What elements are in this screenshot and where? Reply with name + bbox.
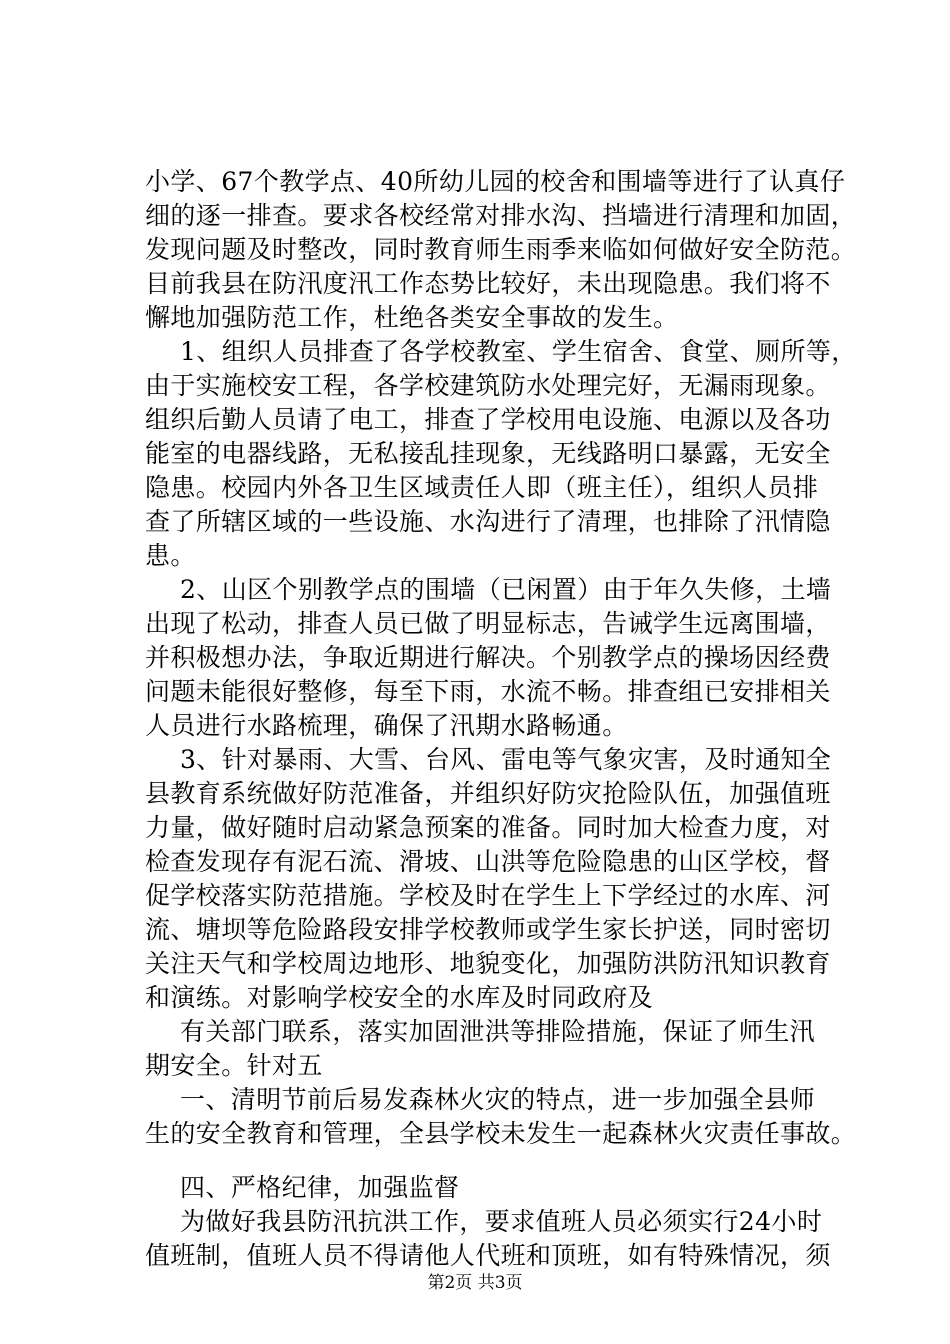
text-line: 有关部门联系，落实加固泄洪等排险措施，保证了师生汛 — [180, 1017, 816, 1046]
text-line: 1、组织人员排查了各学校教室、学生宿舍、食堂、厕所等， — [180, 337, 857, 366]
text-line: 力量，做好随时启动紧急预案的准备。同时加大检查力度，对 — [145, 813, 831, 842]
text-line: 并积极想办法，争取近期进行解决。个别教学点的操场因经费 — [145, 643, 831, 672]
text-line: 一、清明节前后易发森林火灾的特点，进一步加强全县师 — [180, 1085, 816, 1114]
text-line: 查了所辖区域的一些设施、水沟进行了清理，也排除了汛情隐 — [145, 507, 831, 536]
text-line: 县教育系统做好防范准备，并组织好防灾抢险队伍，加强值班 — [145, 779, 831, 808]
text-line: 能室的电器线路，无私接乱挂现象，无线路明口暴露，无安全 — [145, 439, 831, 468]
text-line: 促学校落实防范措施。学校及时在学生上下学经过的水库、河 — [145, 881, 831, 910]
text-line: 细的逐一排查。要求各校经常对排水沟、挡墙进行清理和加固， — [145, 201, 857, 230]
text-line: 检查发现存有泥石流、滑坡、山洪等危险隐患的山区学校，督 — [145, 847, 831, 876]
text-line: 生的安全教育和管理，全县学校未发生一起森林火灾责任事故。 — [145, 1119, 857, 1148]
text-line: 问题未能很好整修，每至下雨，水流不畅。排查组已安排相关 — [145, 677, 831, 706]
text-line: 期安全。针对五 — [145, 1051, 323, 1080]
text-line: 2、山区个别教学点的围墙（已闲置）由于年久失修，土墙 — [180, 575, 832, 604]
text-line: 小学、67个教学点、40所幼儿园的校舍和围墙等进行了认真仔 — [145, 167, 846, 196]
text-line: 由于实施校安工程，各学校建筑防水处理完好，无漏雨现象。 — [145, 371, 831, 400]
text-line: 流、塘坝等危险路段安排学校教师或学生家长护送，同时密切 — [145, 915, 831, 944]
section-heading: 四、严格纪律，加强监督 — [180, 1173, 460, 1202]
text-line: 人员进行水路梳理，确保了汛期水路畅通。 — [145, 711, 628, 740]
text-line: 患。 — [145, 541, 196, 570]
text-line: 3、针对暴雨、大雪、台风、雷电等气象灾害，及时通知全 — [180, 745, 832, 774]
text-line: 隐患。校园内外各卫生区域责任人即（班主任），组织人员排 — [145, 473, 819, 502]
text-line: 目前我县在防汛度汛工作态势比较好，未出现隐患。我们将不 — [145, 269, 831, 298]
text-line: 发现问题及时整改，同时教育师生雨季来临如何做好安全防范。 — [145, 235, 857, 264]
text-line: 组织后勤人员请了电工，排查了学校用电设施、电源以及各功 — [145, 405, 831, 434]
text-line: 和演练。对影响学校安全的水库及时同政府及 — [145, 983, 654, 1012]
text-line: 出现了松动，排查人员已做了明显标志，告诫学生远离围墙， — [145, 609, 831, 638]
text-line: 懈地加强防范工作，杜绝各类安全事故的发生。 — [145, 303, 679, 332]
text-line: 为做好我县防汛抗洪工作，要求值班人员必须实行24小时 — [180, 1207, 823, 1236]
text-line: 关注天气和学校周边地形、地貌变化，加强防洪防汛知识教育 — [145, 949, 831, 978]
page-number-footer: 第2页 共3页 — [427, 1273, 523, 1293]
text-line: 值班制，值班人员不得请他人代班和顶班，如有特殊情况，须 — [145, 1241, 831, 1270]
